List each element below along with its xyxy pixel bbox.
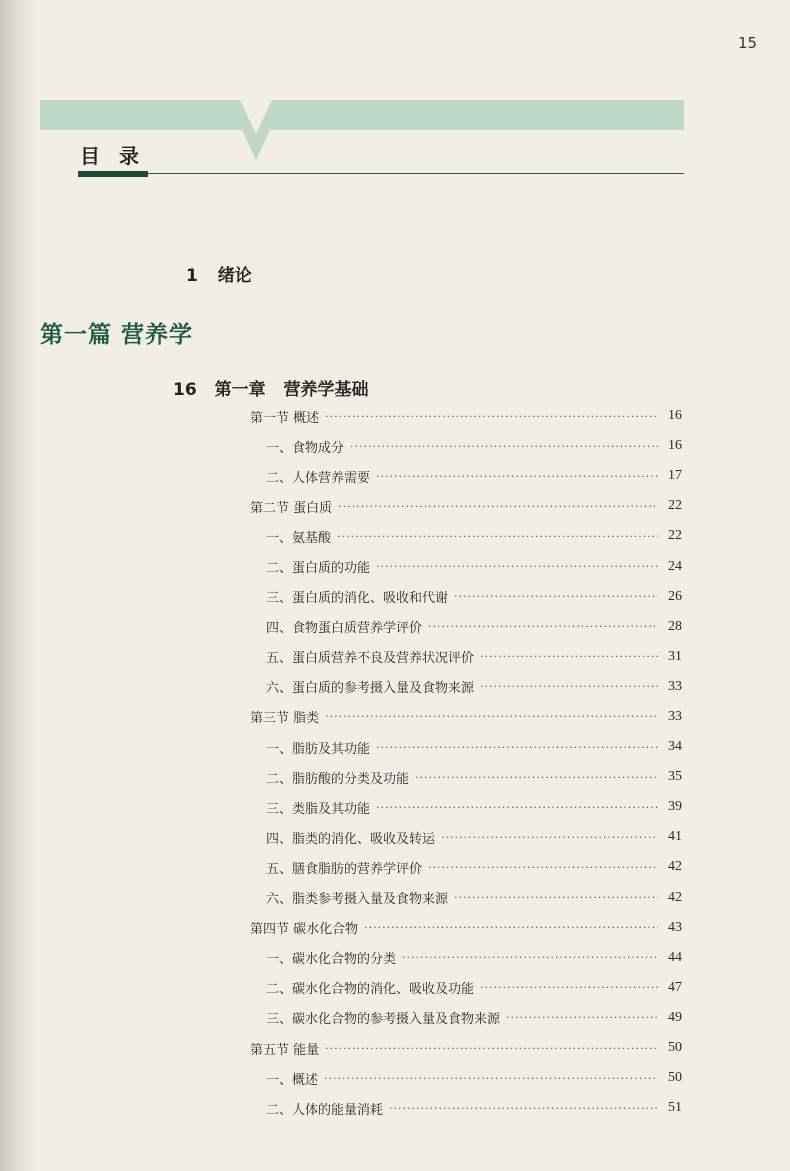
toc-entry-page: 16 xyxy=(668,438,682,454)
toc-item-row[interactable] xyxy=(250,883,682,913)
dot-leader xyxy=(480,650,658,663)
toc-title: 目 录 xyxy=(80,144,145,168)
toc-entry-page: 16 xyxy=(668,408,682,424)
toc-item-row[interactable] xyxy=(250,1063,682,1093)
title-rule xyxy=(148,173,684,174)
banner-notch xyxy=(228,100,284,160)
toc-item-row[interactable] xyxy=(250,642,682,672)
toc-item-row[interactable] xyxy=(250,1003,682,1033)
toc-entry-page: 35 xyxy=(668,769,682,785)
title-underline-bar xyxy=(78,171,148,177)
intro-page: 1 xyxy=(186,266,198,286)
toc-entry-page: 42 xyxy=(668,889,682,905)
toc-entry-label: 六、蛋白质的参考摄入量及食物来源 xyxy=(266,681,475,697)
toc-entry-label: 第二节 蛋白质 xyxy=(250,500,333,516)
toc-entry-page: 31 xyxy=(668,648,682,664)
toc-entry-label: 第四节 碳水化合物 xyxy=(250,922,359,938)
dot-leader xyxy=(376,801,658,814)
dot-leader xyxy=(325,1042,658,1055)
header-banner xyxy=(40,100,684,130)
toc-entry-page: 17 xyxy=(668,468,682,484)
dot-leader xyxy=(376,741,658,754)
chapter-heading[interactable] xyxy=(173,375,381,400)
dot-leader xyxy=(428,620,658,633)
toc-item-row[interactable] xyxy=(250,1093,682,1123)
dot-leader xyxy=(337,530,658,543)
toc-item-row[interactable] xyxy=(250,461,682,491)
toc-entry-label: 一、碳水化合物的分类 xyxy=(266,952,397,968)
toc-item-row[interactable] xyxy=(250,792,682,822)
dot-leader xyxy=(324,1072,658,1085)
dot-leader xyxy=(480,981,658,994)
dot-leader xyxy=(402,951,658,964)
toc-entry-label: 一、食物成分 xyxy=(266,440,345,456)
toc-entry-label: 第一节 概述 xyxy=(250,410,320,426)
toc-entry-label: 二、人体营养需要 xyxy=(266,470,371,486)
part-heading: 第一篇 营养学 xyxy=(40,322,194,348)
toc-item-row[interactable] xyxy=(250,943,682,973)
toc-entry-page: 39 xyxy=(668,799,682,815)
toc-entry-page: 24 xyxy=(668,558,682,574)
toc-entry-label: 四、脂类的消化、吸收及转运 xyxy=(266,831,436,847)
toc-section-row[interactable] xyxy=(250,401,682,431)
toc-entry-label: 五、蛋白质营养不良及营养状况评价 xyxy=(266,651,475,667)
dot-leader xyxy=(325,410,658,423)
toc-entry-page: 22 xyxy=(668,498,682,514)
dot-leader xyxy=(454,891,658,904)
toc-entry-label: 三、碳水化合物的参考摄入量及食物来源 xyxy=(266,1012,501,1028)
toc-entry-label: 第五节 能量 xyxy=(250,1042,320,1058)
toc-section-row[interactable] xyxy=(250,702,682,732)
toc-entry-page: 33 xyxy=(668,678,682,694)
book-spine-shadow xyxy=(0,0,38,1171)
toc-entry-label: 六、脂类参考摄入量及食物来源 xyxy=(266,892,449,908)
toc-item-row[interactable] xyxy=(250,551,682,581)
toc-entry-page: 49 xyxy=(668,1009,682,1025)
toc-entry-page: 50 xyxy=(668,1070,682,1086)
toc-entry-label: 一、概述 xyxy=(266,1072,319,1088)
toc-entry-page: 42 xyxy=(668,859,682,875)
chapter-label: 第一章 xyxy=(214,380,266,400)
toc-item-row[interactable] xyxy=(250,822,682,852)
toc-entry-label: 二、人体的能量消耗 xyxy=(266,1102,384,1118)
toc-entry-page: 41 xyxy=(668,829,682,845)
toc-item-row[interactable] xyxy=(250,582,682,612)
dot-leader xyxy=(506,1011,658,1024)
toc-section-row[interactable] xyxy=(250,1033,682,1063)
toc-entry-label: 五、膳食脂肪的营养学评价 xyxy=(266,861,423,877)
toc-entry-page: 28 xyxy=(668,618,682,634)
toc-entry-page: 51 xyxy=(668,1100,682,1116)
toc-entry-page: 22 xyxy=(668,528,682,544)
dot-leader xyxy=(389,1102,658,1115)
toc-entry-page: 44 xyxy=(668,949,682,965)
dot-leader xyxy=(325,710,658,723)
dot-leader xyxy=(338,500,658,513)
toc-item-row[interactable] xyxy=(250,672,682,702)
dot-leader xyxy=(376,470,658,483)
dot-leader xyxy=(364,921,658,934)
dot-leader xyxy=(441,831,658,844)
toc-item-row[interactable] xyxy=(250,732,682,762)
toc-entry-page: 43 xyxy=(668,919,682,935)
toc-item-row[interactable] xyxy=(250,521,682,551)
dot-leader xyxy=(350,440,658,453)
toc-entry-page: 34 xyxy=(668,739,682,755)
toc-section-row[interactable] xyxy=(250,913,682,943)
dot-leader xyxy=(480,680,658,693)
dot-leader xyxy=(376,560,658,573)
toc-entry-label: 三、类脂及其功能 xyxy=(266,801,371,817)
toc-section-row[interactable] xyxy=(250,491,682,521)
toc-entry-page: 26 xyxy=(668,588,682,604)
toc-entry-label: 三、蛋白质的消化、吸收和代谢 xyxy=(266,591,449,607)
toc-item-row[interactable] xyxy=(250,762,682,792)
toc-entry-label: 四、食物蛋白质营养学评价 xyxy=(266,621,423,637)
toc-entry-label: 一、氨基酸 xyxy=(266,530,332,546)
chapter-title: 营养学基础 xyxy=(283,380,369,400)
toc-item-row[interactable] xyxy=(250,973,682,1003)
toc-entry-label: 一、脂肪及其功能 xyxy=(266,741,371,757)
intro-title: 绪论 xyxy=(217,266,252,286)
page-number: 15 xyxy=(738,34,758,52)
toc-entry-label: 第三节 脂类 xyxy=(250,711,320,727)
toc-item-row[interactable] xyxy=(250,852,682,882)
toc-entry-label: 二、碳水化合物的消化、吸收及功能 xyxy=(266,982,475,998)
toc-entry-page: 33 xyxy=(668,708,682,724)
toc-entry-label: 二、蛋白质的功能 xyxy=(266,561,371,577)
toc-item-row[interactable] xyxy=(250,431,682,461)
toc-entry-page: 47 xyxy=(668,979,682,995)
toc-entry-label: 二、脂肪酸的分类及功能 xyxy=(266,771,410,787)
toc-entry-page: 50 xyxy=(668,1040,682,1056)
chapter-page: 16 xyxy=(173,380,197,400)
toc-entries xyxy=(250,401,682,1123)
toc-item-row[interactable] xyxy=(250,612,682,642)
dot-leader xyxy=(454,590,658,603)
dot-leader xyxy=(428,861,658,874)
dot-leader xyxy=(415,771,658,784)
intro-entry[interactable] xyxy=(186,261,252,286)
